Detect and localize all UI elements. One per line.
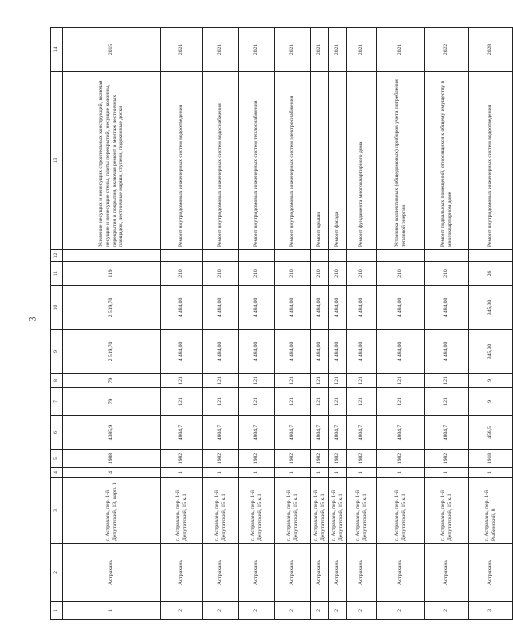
table-cell-col-11: 119 [63,262,161,286]
table-cell-col-2: Астрахань [63,544,161,602]
table-cell-col-8: 79 [63,374,161,388]
table-cell-col-4: 1 [203,468,239,478]
table-cell-col-3: г. Астрахань, пер. 1-й Депутатский, 15 к.1 [311,478,329,544]
table-cell-col-13: Усиление несущих и ненесущих строительных конструкций, включая несущие и ненесущие стены, плиты перекрытий, несущие колонны, перекрытия и покрытия, включая ремонт и монтаж лестничных площадок, лестничные марши, ступени, подоконные доски [63,72,161,250]
table-cell-col-1: 2 [275,602,311,620]
table-cell-col-10: 345,30 [469,286,513,330]
table-cell-col-6: 4804,7 [377,416,425,450]
table-cell-col-4: 1 [329,468,347,478]
header-cell: 10 [51,286,63,330]
table-row [347,28,377,620]
table-cell-col-10: 4 484,00 [311,286,329,330]
header-cell: 3 [51,478,63,544]
table-cell-col-12 [239,250,275,262]
table-cell-col-13: Ремонт подвальных помещений, относящихся к общему имуществу в многоквартирном доме [425,72,469,250]
table-cell-col-5: 1982 [347,450,377,468]
table-cell-col-5: 1982 [377,450,425,468]
table-row [239,28,275,620]
table-cell-col-11: 210 [347,262,377,286]
table-cell-col-4: 1 [425,468,469,478]
table-cell-col-6: 4804,7 [239,416,275,450]
table-cell-col-1: 2 [377,602,425,620]
table-cell-col-3: г. Астрахань, пер. 1-й Депутатский, 15 к.1 [347,478,377,544]
table-row [425,28,469,620]
table-cell-col-8: 121 [425,374,469,388]
table-cell-col-14: 2022 [425,28,469,72]
table-cell-col-13: Ремонт внутридомовых инженерных систем водоотведения [469,72,513,250]
table-cell-col-7: 121 [203,388,239,416]
table-row [161,28,203,620]
table-cell-col-8: 121 [311,374,329,388]
table-cell-col-12 [377,250,425,262]
table-cell-col-2: Астрахань [311,544,329,602]
table-row [203,28,239,620]
table-cell-col-10: 4 484,00 [275,286,311,330]
table-cell-col-5: 1918 [469,450,513,468]
table-cell-col-2: Астрахань [425,544,469,602]
header-cell: 13 [51,72,63,250]
table-cell-col-2: Астрахань [329,544,347,602]
table-cell-col-10: 4 484,00 [377,286,425,330]
table-cell-col-4: 1 [161,468,203,478]
table-cell-col-14: 2021 [347,28,377,72]
table-cell-col-10: 2 519,70 [63,286,161,330]
table-cell-col-12 [329,250,347,262]
table-cell-col-10: 4 484,00 [203,286,239,330]
table-cell-col-6: 4804,7 [275,416,311,450]
header-cell: 7 [51,388,63,416]
table-cell-col-7: 79 [63,388,161,416]
table-cell-col-4: 1 [275,468,311,478]
table-cell-col-11: 210 [239,262,275,286]
table-cell-col-2: Астрахань [203,544,239,602]
table-cell-col-1: 2 [329,602,347,620]
table-cell-col-5: 1988 [63,450,161,468]
header-cell: 2 [51,544,63,602]
table-cell-col-5: 1982 [275,450,311,468]
table-cell-col-13: Ремонт внутридомовых инженерных систем водоснабжения [203,72,239,250]
table-row [275,28,311,620]
table-cell-col-9: 4 484,00 [329,330,347,374]
table-cell-col-11: 210 [329,262,347,286]
table-cell-col-1: 2 [161,602,203,620]
table-cell-col-10: 4 484,00 [425,286,469,330]
table-cell-col-8: 121 [203,374,239,388]
table-cell-col-4: 1 [377,468,425,478]
table-row [311,28,329,620]
table-cell-col-13: Ремонт фундамента многоквартирного дома [347,72,377,250]
table-cell-col-9: 345,30 [469,330,513,374]
table-cell-col-13: Ремонт внутридомовых инженерных систем теплоснабжения [239,72,275,250]
rotated-table-container [50,28,497,620]
table-cell-col-11: 210 [425,262,469,286]
table-cell-col-3: г. Астрахань, пер. 1-й Депутатский, 13, корп. 1 [63,478,161,544]
table-cell-col-9: 2 519,70 [63,330,161,374]
table-cell-col-9: 4 484,00 [311,330,329,374]
table-cell-col-8: 121 [161,374,203,388]
table-cell-col-11: 210 [203,262,239,286]
header-cell: 11 [51,262,63,286]
table-cell-col-2: Астрахань [347,544,377,602]
table-cell-col-1: 2 [425,602,469,620]
table-cell-col-6: 4804,7 [311,416,329,450]
table-cell-col-3: г. Астрахань, пер. 1-й Рыбинский, 8 [469,478,513,544]
table-cell-col-10: 4 484,00 [161,286,203,330]
table-cell-col-7: 121 [425,388,469,416]
table-cell-col-14: 2021 [329,28,347,72]
table-cell-col-13: Ремонт фасада [329,72,347,250]
header-cell: 4 [51,468,63,478]
table-cell-col-4: 1 [239,468,275,478]
table-cell-col-12 [63,250,161,262]
header-row [51,28,63,620]
table-cell-col-5: 1982 [239,450,275,468]
table-cell-col-1: 2 [239,602,275,620]
table-cell-col-14: 2021 [275,28,311,72]
table-cell-col-6: 4804,7 [203,416,239,450]
table-cell-col-6: 4804,7 [425,416,469,450]
table-cell-col-8: 121 [347,374,377,388]
table-cell-col-9: 4 484,00 [239,330,275,374]
table-row [469,28,513,620]
table-cell-col-2: Астрахань [239,544,275,602]
table-cell-col-5: 1982 [161,450,203,468]
table-cell-col-11: 210 [275,262,311,286]
table-cell-col-12 [275,250,311,262]
table-cell-col-1: 1 [63,602,161,620]
table-cell-col-6: 456,5 [469,416,513,450]
table-cell-col-2: Астрахань [377,544,425,602]
header-cell: 12 [51,250,63,262]
table-cell-col-7: 121 [347,388,377,416]
table-cell-col-12 [161,250,203,262]
header-cell: 6 [51,416,63,450]
table-cell-col-12 [425,250,469,262]
table-cell-col-13: Ремонт крыши [311,72,329,250]
table-cell-col-11: 26 [469,262,513,286]
table-cell-col-9: 4 484,00 [377,330,425,374]
table-cell-col-14: 2028 [469,28,513,72]
table-cell-col-7: 121 [329,388,347,416]
table-cell-col-7: 9 [469,388,513,416]
table-cell-col-3: г. Астрахань, пер. 1-й Депутатский, 15 к.1 [377,478,425,544]
table-cell-col-14: 2021 [377,28,425,72]
table-cell-col-14: 2021 [311,28,329,72]
table-cell-col-5: 1982 [311,450,329,468]
table-row [377,28,425,620]
table-cell-col-6: 4385,9 [63,416,161,450]
table-cell-col-8: 121 [275,374,311,388]
table-cell-col-11: 210 [377,262,425,286]
table-cell-col-1: 3 [469,602,513,620]
table-cell-col-10: 4 484,00 [329,286,347,330]
table-cell-col-6: 4804,7 [329,416,347,450]
table-cell-col-7: 121 [239,388,275,416]
table-cell-col-3: г. Астрахань, пер. 1-й Депутатский, 15 к.1 [425,478,469,544]
table-cell-col-6: 4804,7 [161,416,203,450]
table-cell-col-7: 121 [377,388,425,416]
table-cell-col-13: Ремонт внутридомовых инженерных систем водоотведения [161,72,203,250]
table-cell-col-5: 1982 [329,450,347,468]
table-cell-col-11: 210 [311,262,329,286]
table-cell-col-2: Астрахань [161,544,203,602]
table-cell-col-5: 1982 [425,450,469,468]
table-cell-col-1: 2 [203,602,239,620]
table-cell-col-8: 121 [239,374,275,388]
table-cell-col-10: 4 484,00 [239,286,275,330]
table-cell-col-11: 210 [161,262,203,286]
header-cell: 9 [51,330,63,374]
table-cell-col-3: г. Астрахань, пер. 1-й Депутатский, 15 к.1 [161,478,203,544]
table-cell-col-13: Установка коллективных (общедомовых) приборов учета потребления тепловой энергии [377,72,425,250]
table-cell-col-5: 1982 [203,450,239,468]
table-cell-col-7: 121 [161,388,203,416]
table-row [329,28,347,620]
table-cell-col-4: 1 [311,468,329,478]
header-cell: 5 [51,450,63,468]
header-cell: 8 [51,374,63,388]
table-cell-col-3: г. Астрахань, пер. 1-й Депутатский, 15 к.1 [203,478,239,544]
table-cell-col-3: г. Астрахань, пер. 1-й Депутатский, 15 к.1 [329,478,347,544]
table-cell-col-14: 2021 [161,28,203,72]
table-cell-col-14: 2021 [203,28,239,72]
table-cell-col-6: 4804,7 [347,416,377,450]
table-cell-col-4: 1 [347,468,377,478]
table-cell-col-7: 121 [311,388,329,416]
table-cell-col-12 [203,250,239,262]
table-cell-col-1: 2 [347,602,377,620]
table-cell-col-2: Астрахань [469,544,513,602]
table-cell-col-8: 9 [469,374,513,388]
table-cell-col-8: 121 [377,374,425,388]
page-number: 3 [27,316,38,322]
table-cell-col-8: 121 [329,374,347,388]
capital-repair-table [50,27,513,620]
table-cell-col-10: 4 484,00 [347,286,377,330]
table-cell-col-9: 4 484,00 [203,330,239,374]
table-cell-col-12 [347,250,377,262]
table-row [63,28,161,620]
table-cell-col-14: 2015 [63,28,161,72]
table-cell-col-3: г. Астрахань, пер. 1-й Депутатский, 15 к.1 [239,478,275,544]
table-cell-col-9: 4 484,00 [347,330,377,374]
table-cell-col-14: 2021 [239,28,275,72]
table-cell-col-9: 4 484,00 [275,330,311,374]
table-cell-col-12 [469,250,513,262]
header-cell: 1 [51,602,63,620]
table-cell-col-2: Астрахань [275,544,311,602]
table-cell-col-12 [311,250,329,262]
table-cell-col-13: Ремонт внутридомовых инженерных систем электроснабжения [275,72,311,250]
table-cell-col-3: г. Астрахань, пер. 1-й Депутатский, 15 к.1 [275,478,311,544]
table-cell-col-4: 4 [63,468,161,478]
table-cell-col-4: 1 [469,468,513,478]
table-cell-col-9: 4 484,00 [425,330,469,374]
table-cell-col-1: 2 [311,602,329,620]
table-cell-col-9: 4 484,00 [161,330,203,374]
header-cell: 14 [51,28,63,72]
table-cell-col-7: 121 [275,388,311,416]
